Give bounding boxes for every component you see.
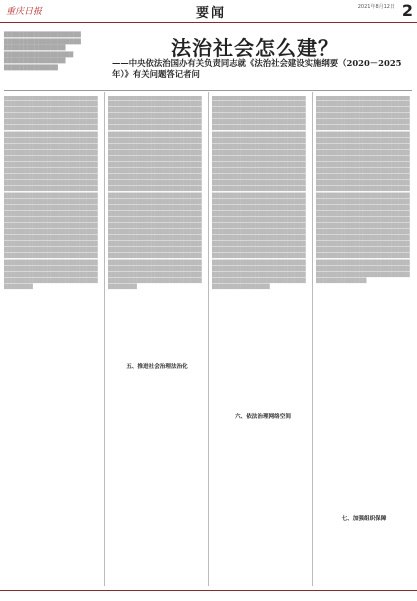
newspaper-logo: 重庆日报 xyxy=(6,7,43,17)
section-title-5: 五、推进社会治理法治化 xyxy=(126,364,188,370)
body-column-2 xyxy=(108,96,204,586)
column-divider xyxy=(208,92,209,586)
body-column-3 xyxy=(212,96,308,586)
header-rule xyxy=(4,90,412,91)
column-divider xyxy=(312,92,313,586)
body-column-1 xyxy=(4,96,100,586)
page-footer xyxy=(0,590,417,601)
body-texture: ██████████████████████████████████████████████████████████████████████████████████████████████████████████████████████████████████████████████████████████████████████████████████████████████████████████████████████████████████████████████████████████████████████████████████████████████████████████████████████████████████████████████████████████████████████████████████████████████████████████████████████████████████████████████████████████████████████████████████████████████████████████████████████████████████████████████████████████████████████████████████████████████████████████████████████████████████████████████████████████████████████████████████████████████████████████████████████████████████████████████████████████████████████████████████████████████████████████████████████████████████████████████ xyxy=(108,96,202,290)
lede-placeholder: ████████████████████ ████████████████████ ████████████████ ██████████████████ ████████████████ ██████████████ xyxy=(4,32,81,71)
body-texture: ██████████████████████████████████████████████████████████████████████████████████████████████████████████████████████████████████████████████████████████████████████████████████████████████████████████████████████████████████████████████████████████████████████████████████████████████████████████████████████████████████████████████████████████████████████████████████████████████████████████████████████████████████████████████████████████████████████████████████████████████████████████████████████████████████████████████████████████████████████████████████████████████████████████████████████████████████████████████████████████████████████████████████████████████████████████████████████████████████████████████████████████████████████████████████████████████████████████████████████████ xyxy=(316,96,410,284)
article-subheadline: ——中央依法治国办有关负责同志就《法治社会建设实施纲要（2020－2025年）》有关问题答记者问 xyxy=(112,58,402,79)
article-headline: 法治社会怎么建？ xyxy=(171,36,339,60)
column-divider xyxy=(104,92,105,586)
body-texture: ██████████████████████████████████████████████████████████████████████████████████████████████████████████████████████████████████████████████████████████████████████████████████████████████████████████████████████████████████████████████████████████████████████████████████████████████████████████████████████████████████████████████████████████████████████████████████████████████████████████████████████████████████████████████████████████████████████████████████████████████████████████████████████████████████████████████████████████████████████████████████████████████████████████████████████████████████████████████████████████████████████████████████████████████████████████████████████████████████████████████████████████████████████████████████████████████████████████████████████████████████████████████████████ xyxy=(212,96,306,290)
body-column-4 xyxy=(316,96,412,586)
section-name: 要闻 xyxy=(196,6,227,21)
lede-text xyxy=(4,32,104,72)
section-title-7: 七、加强组织保障 xyxy=(341,516,387,522)
body-texture: ██████████████████████████████████████████████████████████████████████████████████████████████████████████████████████████████████████████████████████████████████████████████████████████████████████████████████████████████████████████████████████████████████████████████████████████████████████████████████████████████████████████████████████████████████████████████████████████████████████████████████████████████████████████████████████████████████████████████████████████████████████████████████████████████████████████████████████████████████████████████████████████████████████████████████████████████████████████████████████████████████████████████████████████████████████████████████████████████████████████████████████████████████████████████████████████████████████████████████████████████████████████████ xyxy=(4,96,98,290)
issue-date: 2021年8月12日 xyxy=(357,4,395,10)
section-title-6: 六、依法治理网络空间 xyxy=(235,414,291,420)
page-number: 2 xyxy=(401,1,413,20)
